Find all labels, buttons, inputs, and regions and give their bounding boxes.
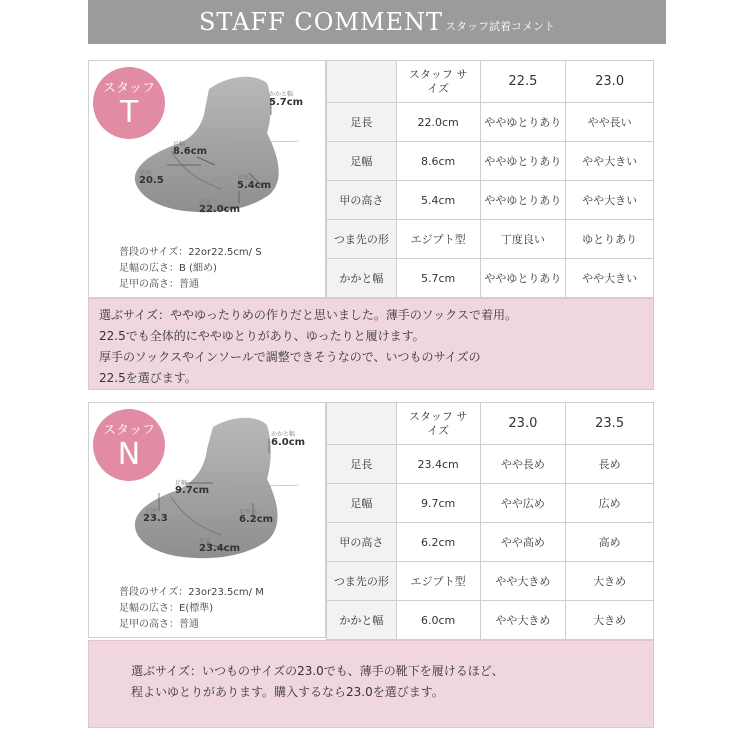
usual-size: 普段のサイズ：22or22.5cm/ S: [119, 247, 262, 258]
foot-width-value: 9.7cm: [175, 485, 210, 496]
comment-line: 程よいゆとりがあります。購入するなら23.0を選びます。: [131, 685, 444, 699]
table-row: [327, 601, 654, 640]
cell: 5.7cm: [396, 259, 480, 298]
badge-label: スタッフ: [102, 423, 155, 438]
heel-width-value: 6.0cm: [271, 437, 306, 448]
col-staff-size: スタッフ サイズ: [396, 61, 480, 103]
cell: ややゆとりあり: [480, 103, 566, 142]
heel-width-value: 5.7cm: [269, 97, 304, 108]
cell: やや大きめ: [480, 562, 566, 601]
row-label: 甲の高さ: [327, 523, 397, 562]
row-label: かかと幅: [327, 601, 397, 640]
foot-width-label: 足幅: [173, 141, 186, 148]
table-row: [327, 562, 654, 601]
col-size-2: 23.0: [566, 61, 654, 103]
header-subtitle: スタッフ試着コメント: [445, 20, 556, 33]
cell: 丁度良い: [480, 220, 566, 259]
staff-t-profile: [119, 245, 262, 293]
instep-height-value: 6.2cm: [239, 514, 274, 525]
foot-width-type: 足幅の広さ：E(標準): [119, 603, 214, 614]
foot-circumference-value: 23.3: [143, 513, 168, 524]
header-title: STAFF COMMENT: [198, 8, 444, 36]
heel-width-label: かかと幅: [271, 431, 296, 438]
badge-letter: T: [119, 95, 139, 130]
staff-t-section: [88, 60, 654, 390]
comment-line: 厚手のソックスやインソールで調整できそうなので、いつものサイズの: [99, 350, 481, 364]
cell: 高め: [566, 523, 654, 562]
table-header-row: [327, 61, 654, 103]
comment-line: 選ぶサイズ：ややゆったりめの作りだと思いました。薄手のソックスで着用。: [99, 308, 517, 322]
comment-line: 22.5でも全体的にややゆとりがあり、ゆったりと履けます。: [99, 329, 425, 343]
cell: やや大きめ: [480, 601, 566, 640]
instep-height-label: 足甲高: [239, 509, 258, 516]
col-staff-size: スタッフ サイズ: [396, 403, 480, 445]
row-label: つま先の形: [327, 220, 397, 259]
col-size-1: 23.0: [480, 403, 566, 445]
row-label: かかと幅: [327, 259, 397, 298]
comment-line: 選ぶサイズ：いつものサイズの23.0でも、薄手の靴下を履けるほど、: [131, 664, 504, 678]
cell: 広め: [566, 484, 654, 523]
col-size-2: 23.5: [566, 403, 654, 445]
cell: ややゆとりあり: [480, 259, 566, 298]
foot-length-value: 23.4cm: [199, 543, 241, 554]
staff-t-comment: [88, 298, 654, 390]
table-row: [327, 484, 654, 523]
table-row: [327, 259, 654, 298]
foot-width-type: 足幅の広さ：B (細め): [119, 263, 217, 274]
table-header-row: [327, 403, 654, 445]
section-header: [88, 0, 666, 44]
cell: 22.0cm: [396, 103, 480, 142]
staff-n-section: [88, 402, 654, 728]
staff-n-panel: [88, 402, 326, 638]
staff-n-profile: [119, 585, 264, 633]
cell: 長め: [566, 445, 654, 484]
cell: 23.4cm: [396, 445, 480, 484]
heel-width-label: かかと幅: [269, 91, 294, 98]
cell: 6.2cm: [396, 523, 480, 562]
row-label: 足幅: [327, 484, 397, 523]
table-row: [327, 142, 654, 181]
staff-t-panel: [88, 60, 326, 298]
row-label: 足長: [327, 103, 397, 142]
cell: ややゆとりあり: [480, 181, 566, 220]
instep-height-value: 5.4cm: [237, 180, 272, 191]
cell: ゆとりあり: [566, 220, 654, 259]
table-row: [327, 220, 654, 259]
cell: 大きめ: [566, 601, 654, 640]
instep-type: 足甲の高さ：普通: [119, 279, 199, 290]
cell: やや大きい: [566, 259, 654, 298]
row-label: つま先の形: [327, 562, 397, 601]
table-row: [327, 523, 654, 562]
cell: エジプト型: [396, 562, 480, 601]
cell: やや長い: [566, 103, 654, 142]
foot-width-label: 足幅: [175, 480, 188, 487]
table-corner: [327, 403, 397, 445]
staff-t-size-table: [326, 60, 654, 298]
row-label: 足長: [327, 445, 397, 484]
row-label: 甲の高さ: [327, 181, 397, 220]
foot-circumference-value: 20.5: [139, 175, 164, 186]
cell: 8.6cm: [396, 142, 480, 181]
cell: 6.0cm: [396, 601, 480, 640]
staff-n-comment: [88, 640, 654, 728]
foot-circumference-label: 足囲: [139, 170, 152, 177]
cell: 大きめ: [566, 562, 654, 601]
col-size-1: 22.5: [480, 61, 566, 103]
table-row: [327, 181, 654, 220]
foot-circumference-label: 足囲: [145, 508, 158, 515]
cell: 5.4cm: [396, 181, 480, 220]
cell: ややゆとりあり: [480, 142, 566, 181]
usual-size: 普段のサイズ：23or23.5cm/ M: [119, 587, 264, 598]
staff-t-badge: [93, 67, 165, 139]
staff-n-size-table: [326, 402, 654, 640]
badge-letter: N: [117, 437, 141, 472]
cell: エジプト型: [396, 220, 480, 259]
table-row: [327, 445, 654, 484]
foot-length-value: 22.0cm: [199, 204, 241, 215]
instep-height-label: 足甲高: [237, 175, 256, 182]
foot-width-value: 8.6cm: [173, 146, 208, 157]
cell: やや長め: [480, 445, 566, 484]
table-row: [327, 103, 654, 142]
foot-length-label: 足長: [199, 538, 212, 545]
cell: やや大きい: [566, 142, 654, 181]
row-label: 足幅: [327, 142, 397, 181]
foot-length-label: 足長: [199, 199, 212, 206]
badge-label: スタッフ: [102, 81, 155, 96]
comment-line: 22.5を選びます。: [99, 371, 197, 385]
table-corner: [327, 61, 397, 103]
cell: やや大きい: [566, 181, 654, 220]
cell: 9.7cm: [396, 484, 480, 523]
instep-type: 足甲の高さ：普通: [119, 619, 199, 630]
staff-n-badge: [93, 409, 165, 481]
cell: やや広め: [480, 484, 566, 523]
cell: やや高め: [480, 523, 566, 562]
